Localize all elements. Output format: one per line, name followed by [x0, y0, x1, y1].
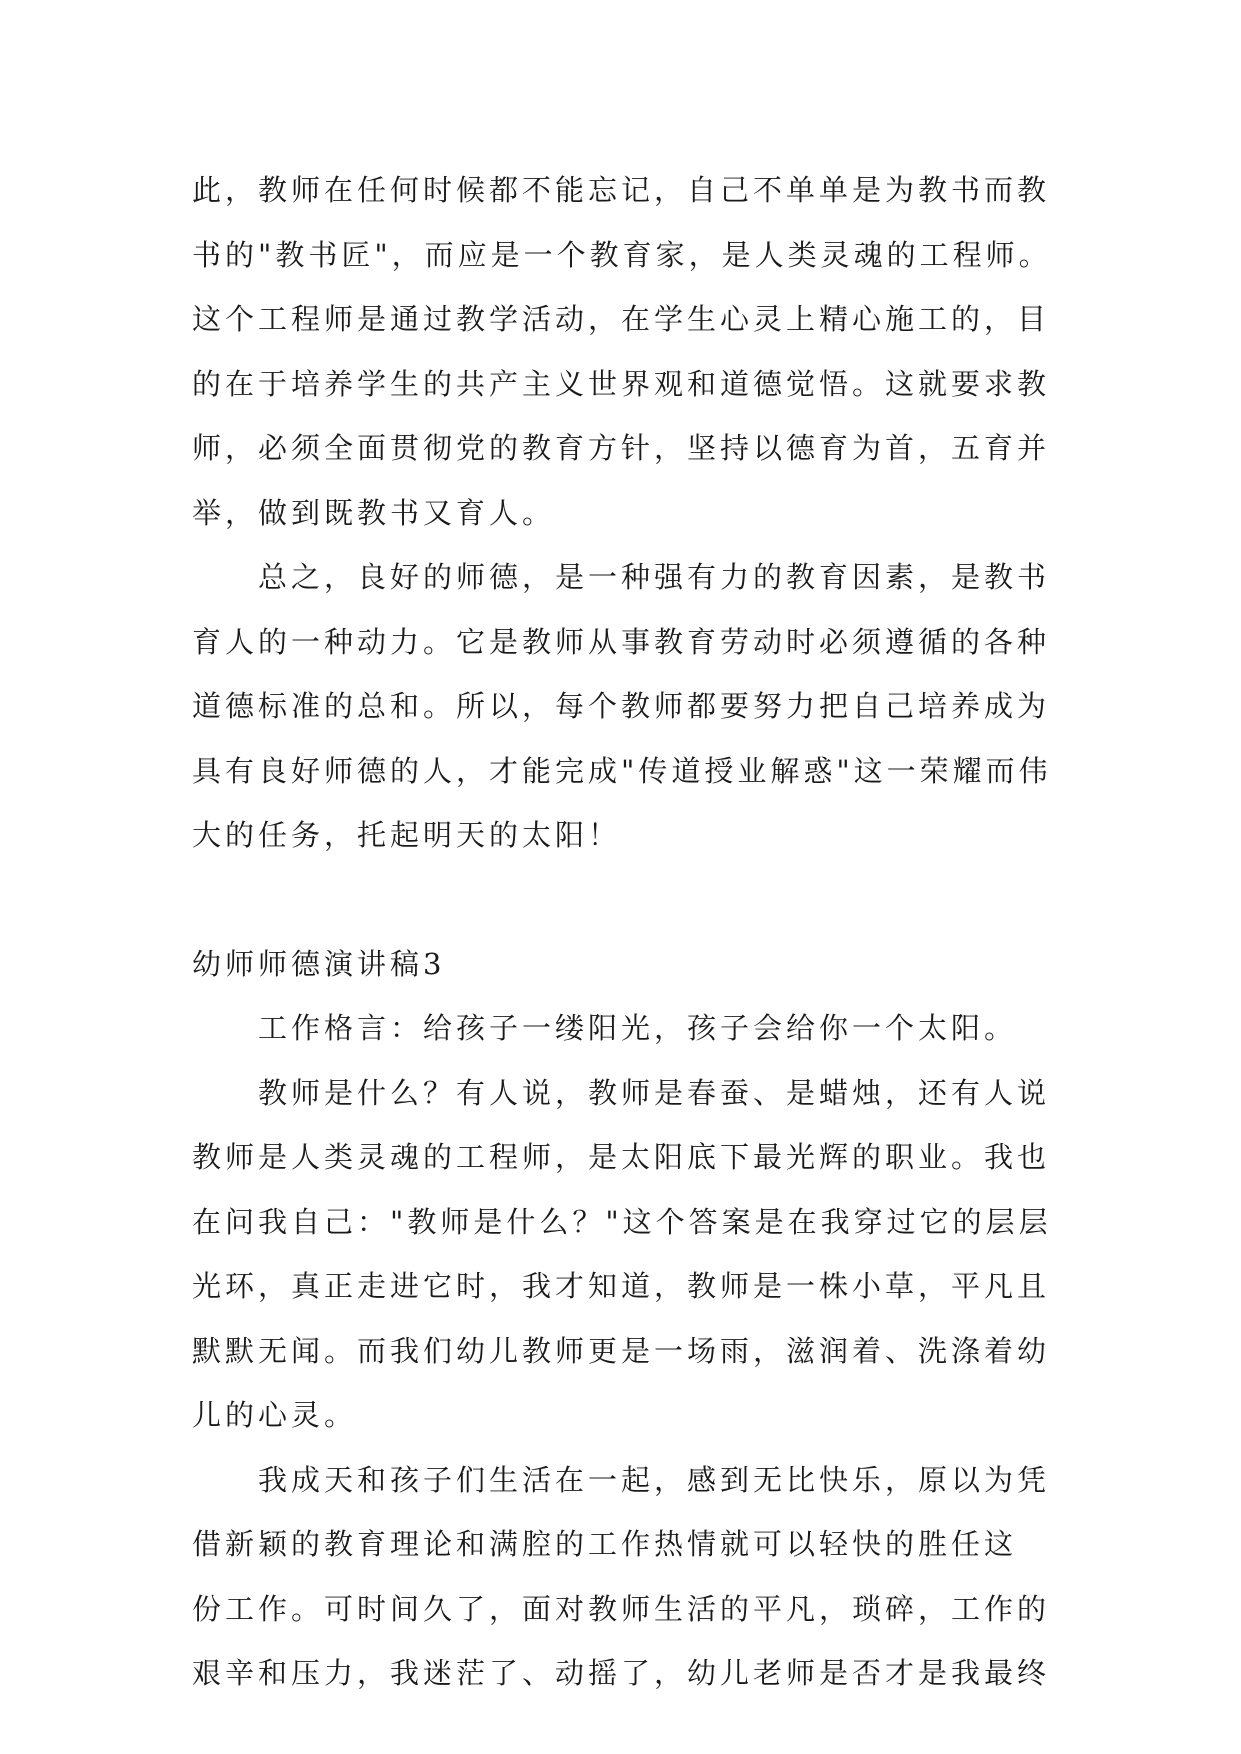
text-line: 默默无闻。而我们幼儿教师更是一场雨，滋润着、洗涤着幼 [192, 1333, 1051, 1368]
text-line: 师，必须全面贯彻党的教育方针，坚持以德育为首，五育并 [192, 431, 1051, 465]
text-line: 书的"教书匠"，而应是一个教育家，是人类灵魂的工程师。 [192, 237, 1052, 272]
section-heading: 幼师师德演讲稿3 [192, 946, 446, 981]
text-line: 儿的心灵。 [192, 1398, 358, 1432]
text-line: 具有良好师德的人，才能完成"传道授业解惑"这一荣耀而伟 [192, 753, 1052, 788]
text-line: 此，教师在任何时候都不能忘记，自己不单单是为教书而教 [192, 173, 1051, 207]
text-line: 借新颖的教育理论和满腔的工作热情就可以轻快的胜任这 [192, 1527, 1018, 1561]
text-line: 的在于培养学生的共产主义世界观和道德觉悟。这就要求教 [192, 366, 1051, 401]
text-line: 总之，良好的师德，是一种强有力的教育因素，是教书 [192, 560, 1051, 594]
document-page [192, 158, 1052, 1706]
text-line: 光环，真正走进它时，我才知道，教师是一株小草，平凡且 [192, 1269, 1051, 1303]
section-spacer [192, 868, 1052, 932]
text-line: 道德标准的总和。所以，每个教师都要努力把自己培养成为 [192, 689, 1051, 723]
text-line: 这个工程师是通过教学活动，在学生心灵上精心施工的，目 [192, 302, 1051, 336]
text-line: 教师是什么？有人说，教师是春蚕、是蜡烛，还有人说 [192, 1075, 1051, 1110]
text-line: 大的任务，托起明天的太阳！ [192, 818, 622, 852]
text-line: 教师是人类灵魂的工程师，是太阳底下最光辉的职业。我也 [192, 1140, 1051, 1174]
text-line: 工作格言：给孩子一缕阳光，孩子会给你一个太阳。 [192, 1011, 1018, 1045]
text-line: 艰辛和压力，我迷茫了、动摇了，幼儿老师是否才是我最终 [192, 1656, 1051, 1690]
text-line: 我成天和孩子们生活在一起，感到无比快乐，原以为凭 [192, 1462, 1051, 1497]
text-line: 举，做到既教书又育人。 [192, 495, 556, 530]
text-line: 育人的一种动力。它是教师从事教育劳动时必须遵循的各种 [192, 624, 1051, 659]
text-line: 在问我自己："教师是什么？"这个答案是在我穿过它的层层 [192, 1204, 1052, 1239]
text-line: 份工作。可时间久了，面对教师生活的平凡，琐碎，工作的 [192, 1591, 1051, 1626]
